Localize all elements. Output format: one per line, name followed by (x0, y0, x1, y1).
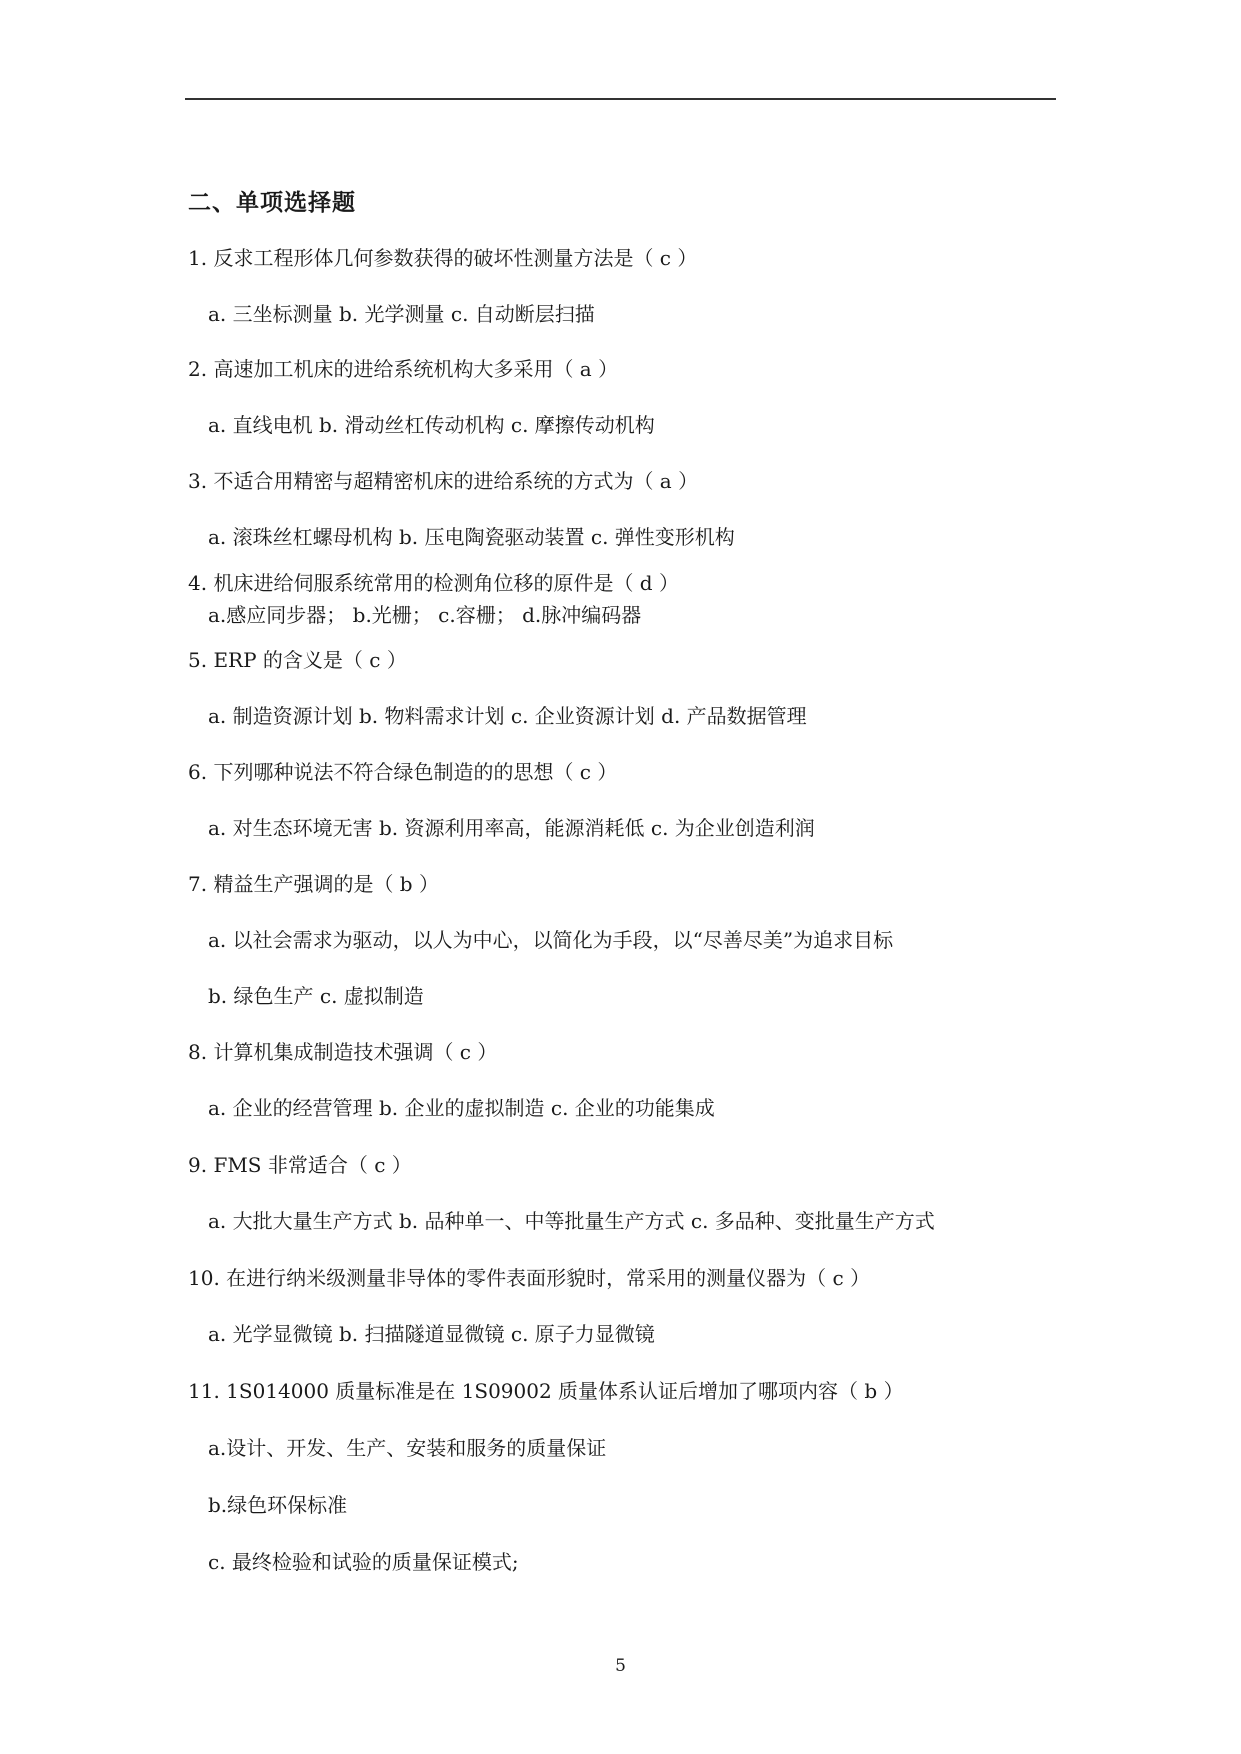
option-11a: a.设计、开发、生产、安装和服务的质量保证 (208, 1436, 607, 1460)
question-9: 9. FMS 非常适合（ c ） (188, 1153, 412, 1177)
options-7b: b. 绿色生产 c. 虚拟制造 (208, 984, 424, 1008)
options-4: a.感应同步器； b.光栅； c.容栅； d.脉冲编码器 (208, 603, 642, 627)
option-11b: b.绿色环保标准 (208, 1493, 348, 1517)
question-2: 2. 高速加工机床的进给系统机构大多采用（ a ） (188, 357, 619, 381)
question-5: 5. ERP 的含义是（ c ） (188, 648, 407, 672)
question-3: 3. 不适合用精密与超精密机床的进给系统的方式为（ a ） (188, 469, 699, 493)
options-1: a. 三坐标测量 b. 光学测量 c. 自动断层扫描 (208, 302, 595, 326)
options-7a: a. 以社会需求为驱动，以人为中心，以简化为手段，以“尽善尽美”为追求目标 (208, 928, 894, 952)
options-10: a. 光学显微镜 b. 扫描隧道显微镜 c. 原子力显微镜 (208, 1322, 655, 1346)
options-3: a. 滚珠丝杠螺母机构 b. 压电陶瓷驱动装置 c. 弹性变形机构 (208, 525, 735, 549)
question-7: 7. 精益生产强调的是（ b ） (188, 872, 439, 896)
options-5: a. 制造资源计划 b. 物料需求计划 c. 企业资源计划 d. 产品数据管理 (208, 704, 807, 728)
question-11: 11. 1S014000 质量标准是在 1S09002 质量体系认证后增加了哪项内容（ b ） (188, 1379, 904, 1403)
question-4: 4. 机床进给伺服系统常用的检测角位移的原件是（ d ） (188, 571, 679, 595)
options-2: a. 直线电机 b. 滑动丝杠传动机构 c. 摩擦传动机构 (208, 413, 655, 437)
question-10: 10. 在进行纳米级测量非导体的零件表面形貌时，常采用的测量仪器为（ c ） (188, 1266, 871, 1290)
options-8: a. 企业的经营管理 b. 企业的虚拟制造 c. 企业的功能集成 (208, 1096, 715, 1120)
question-8: 8. 计算机集成制造技术强调（ c ） (188, 1040, 498, 1064)
options-6: a. 对生态环境无害 b. 资源利用率高，能源消耗低 c. 为企业创造利润 (208, 816, 815, 840)
option-11c: c. 最终检验和试验的质量保证模式; (208, 1550, 519, 1574)
page-number: 5 (615, 1656, 626, 1676)
header-rule (185, 98, 1056, 100)
question-1: 1. 反求工程形体几何参数获得的破坏性测量方法是（ c ） (188, 246, 698, 270)
section-title: 二、单项选择题 (188, 190, 356, 216)
options-9: a. 大批大量生产方式 b. 品种单一、中等批量生产方式 c. 多品种、变批量生产方式 (208, 1209, 935, 1233)
question-6: 6. 下列哪种说法不符合绿色制造的的思想（ c ） (188, 760, 618, 784)
